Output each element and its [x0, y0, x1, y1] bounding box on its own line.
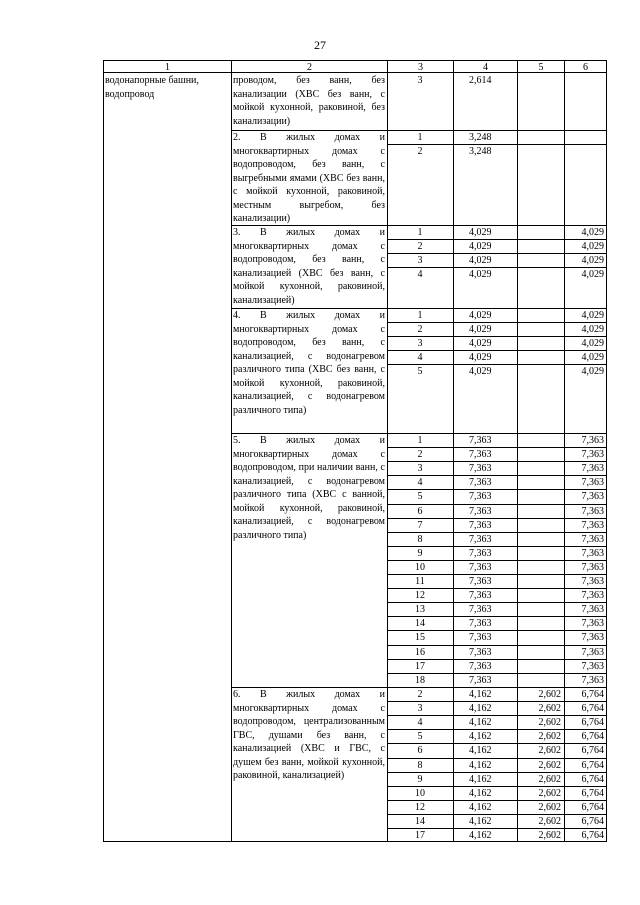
- cell-col5: 2,602: [538, 717, 561, 729]
- section-description: проводом, без ванн, без канализации (ХВС без ванн, с мойкой кухонной, раковиной, без канализации): [233, 75, 385, 127]
- cell-col4: 4,029: [469, 269, 492, 281]
- cell-col4: 7,363: [469, 590, 492, 602]
- table-row: [387, 268, 607, 282]
- row-divider: [387, 350, 607, 351]
- cell-col6: 7,363: [581, 477, 604, 489]
- cell-col3: 4: [417, 477, 423, 489]
- row-divider: [387, 461, 607, 462]
- row-divider: [387, 814, 607, 815]
- cell-col3: 13: [415, 604, 425, 616]
- row-divider: [387, 475, 607, 476]
- cell-col6: 4,029: [581, 269, 604, 281]
- header-cell-3: 3: [387, 60, 453, 73]
- cell-col3: 8: [417, 759, 423, 771]
- cell-col3: 18: [415, 674, 425, 686]
- cell-col3: 10: [415, 561, 425, 573]
- row-divider: [387, 715, 607, 716]
- cell-col4: 4,029: [469, 255, 492, 267]
- section-description: 3. В жилых домах и многоквартирных домах с водопроводом, без ванн, с канализацией (ХВС без ванн, с мойкой кухонной, раковиной, канализацией): [233, 227, 385, 306]
- table-row: [387, 730, 607, 744]
- cell-col4: 4,162: [469, 815, 492, 827]
- table-row: [387, 646, 607, 660]
- cell-col3: 16: [415, 646, 425, 658]
- cell-col4: 3,248: [469, 146, 492, 158]
- row-divider: [387, 504, 607, 505]
- cell-col3: 3: [417, 338, 423, 350]
- table-row: [387, 744, 607, 758]
- column-line: [453, 73, 454, 841]
- cell-col4: 4,162: [469, 830, 492, 841]
- norms-table: [103, 60, 607, 841]
- cell-col6: 7,363: [581, 674, 604, 686]
- table-row: [387, 815, 607, 829]
- section-description: 4. В жилых домах и многоквартирных домах с водопроводом, без ванн, с канализацией, с водонагревом различного типа (ХВС без ванн, с мойкой кухонной, раковиной, канализацией, с водонагревом различного типа): [233, 310, 385, 416]
- cell-col4: 4,162: [469, 703, 492, 715]
- cell-col5: 2,602: [538, 801, 561, 813]
- cell-col6: 6,764: [581, 745, 604, 757]
- cell-col3: 2: [417, 146, 423, 158]
- cell-col6: 7,363: [581, 519, 604, 531]
- cell-col5: 2,602: [538, 815, 561, 827]
- column-line: [564, 73, 565, 841]
- table-row: [387, 226, 607, 240]
- column-line: [517, 73, 518, 841]
- cell-col3: 12: [415, 590, 425, 602]
- cell-col4: 4,162: [469, 717, 492, 729]
- table-row: [387, 702, 607, 716]
- cell-col6: 7,363: [581, 449, 604, 461]
- table-row: [387, 547, 607, 561]
- cell-col4: 7,363: [469, 561, 492, 573]
- table-row: [387, 434, 607, 448]
- row-divider: [387, 322, 607, 323]
- table-row: [387, 660, 607, 674]
- cell-col4: 7,363: [469, 491, 492, 503]
- cell-col6: 4,029: [581, 241, 604, 253]
- cell-col3: 15: [415, 632, 425, 644]
- row-divider: [387, 729, 607, 730]
- cell-col4: 4,029: [469, 241, 492, 253]
- table-row: [387, 561, 607, 575]
- cell-col6: 7,363: [581, 604, 604, 616]
- cell-col6: 7,363: [581, 505, 604, 517]
- column-line: [103, 73, 104, 841]
- cell-col3: 1: [417, 132, 423, 143]
- cell-col3: 2: [417, 689, 423, 700]
- row-divider: [387, 630, 607, 631]
- table-row: [387, 131, 607, 145]
- cell-col5: 2,602: [538, 773, 561, 785]
- row-divider: [387, 828, 607, 829]
- row-divider: [387, 447, 607, 448]
- cell-col3: 2: [417, 241, 423, 253]
- cell-col3: 10: [415, 787, 425, 799]
- cell-col5: 2,602: [538, 689, 561, 700]
- table-row: [387, 323, 607, 337]
- cell-col4: 7,363: [469, 618, 492, 630]
- table-row: [387, 519, 607, 533]
- row-divider: [387, 364, 607, 365]
- cell-col3: 1: [417, 310, 423, 321]
- cell-col6: 7,363: [581, 547, 604, 559]
- cell-col3: 14: [415, 618, 425, 630]
- cell-col3: 17: [415, 830, 425, 841]
- cell-col5: 2,602: [538, 745, 561, 757]
- table-bottom-line: [103, 841, 607, 842]
- table-row: [387, 309, 607, 323]
- cell-col3: 9: [417, 773, 423, 785]
- row-divider: [387, 786, 607, 787]
- cell-col4: 7,363: [469, 576, 492, 587]
- page-number: 27: [314, 38, 326, 52]
- table-row: [387, 787, 607, 801]
- column-line: [231, 73, 232, 841]
- table-row: [387, 448, 607, 462]
- cell-col3: 17: [415, 660, 425, 672]
- cell-col4: 4,162: [469, 689, 492, 700]
- cell-col3: 1: [417, 435, 423, 446]
- row-divider: [387, 616, 607, 617]
- table-row: [387, 589, 607, 603]
- row-divider: [387, 144, 607, 145]
- region-name: водонапорные башни, водопровод: [105, 75, 199, 100]
- table-row: [387, 74, 607, 88]
- table-row: [387, 476, 607, 490]
- row-divider: [387, 588, 607, 589]
- cell-col4: 4,162: [469, 745, 492, 757]
- table-row: [387, 759, 607, 773]
- row-divider: [387, 560, 607, 561]
- table-row: [387, 505, 607, 519]
- cell-col5: 2,602: [538, 787, 561, 799]
- column-line: [606, 73, 607, 841]
- row-divider: [387, 546, 607, 547]
- cell-col3: 14: [415, 815, 425, 827]
- cell-col4: 7,363: [469, 674, 492, 686]
- table-row: [387, 490, 607, 504]
- header-cell-5: 5: [517, 60, 564, 73]
- cell-col4: 4,029: [469, 310, 492, 321]
- table-row: [387, 801, 607, 815]
- table-row: [387, 631, 607, 645]
- cell-col6: 6,764: [581, 830, 604, 841]
- cell-col4: 7,363: [469, 463, 492, 475]
- header-cell-4: 4: [453, 60, 517, 73]
- table-row: [387, 462, 607, 476]
- table-row: [387, 337, 607, 351]
- cell-col3: 3: [417, 703, 423, 715]
- row-divider: [387, 743, 607, 744]
- cell-col4: 7,363: [469, 533, 492, 545]
- cell-col6: 7,363: [581, 576, 604, 587]
- table-row: [387, 533, 607, 547]
- cell-col3: 4: [417, 352, 423, 364]
- cell-col6: 4,029: [581, 255, 604, 267]
- header-cell-1: 1: [103, 60, 231, 73]
- cell-col4: 7,363: [469, 449, 492, 461]
- cell-col4: 7,363: [469, 660, 492, 672]
- cell-col5: 2,602: [538, 731, 561, 743]
- row-divider: [387, 267, 607, 268]
- table-row: [387, 617, 607, 631]
- cell-col3: 8: [417, 533, 423, 545]
- cell-col3: 3: [417, 75, 423, 86]
- cell-col4: 7,363: [469, 646, 492, 658]
- cell-col6: 4,029: [581, 310, 604, 321]
- cell-col3: 7: [417, 519, 423, 531]
- cell-col3: 6: [417, 505, 423, 517]
- cell-col4: 7,363: [469, 435, 492, 446]
- cell-col3: 3: [417, 463, 423, 475]
- section-description: 6. В жилых домах и многоквартирных домах с водопроводом, централизованным ГВС, душами без ванн, с канализацией (ХВС и ГВС, с душем без ванн, мойкой кухонной, раковиной, канализацией): [233, 689, 385, 781]
- table-row: [387, 254, 607, 268]
- cell-col6: 6,764: [581, 801, 604, 813]
- cell-col4: 4,162: [469, 731, 492, 743]
- cell-col4: 4,029: [469, 324, 492, 336]
- table-row: [387, 575, 607, 589]
- cell-col3: 4: [417, 269, 423, 281]
- cell-col4: 4,029: [469, 227, 492, 238]
- cell-col6: 4,029: [581, 324, 604, 336]
- cell-col3: 11: [415, 576, 425, 587]
- cell-col4: 2,614: [469, 75, 492, 86]
- cell-col3: 5: [417, 491, 423, 503]
- table-row: [387, 145, 607, 159]
- cell-col4: 4,162: [469, 773, 492, 785]
- cell-col4: 4,029: [469, 352, 492, 364]
- row-divider: [387, 239, 607, 240]
- cell-col5: 2,602: [538, 759, 561, 771]
- cell-col3: 3: [417, 255, 423, 267]
- cell-col3: 12: [415, 801, 425, 813]
- cell-col3: 4: [417, 717, 423, 729]
- row-divider: [387, 758, 607, 759]
- cell-col5: 2,602: [538, 703, 561, 715]
- cell-col6: 7,363: [581, 561, 604, 573]
- cell-col6: 4,029: [581, 352, 604, 364]
- cell-col4: 7,363: [469, 604, 492, 616]
- section-description: 2. В жилых домах и многоквартирных домах с водопроводом, без ванн, с выгребными ямами (ХВС без ванн, с мойкой кухонной, раковиной, местным выгребом, без канализации): [233, 132, 385, 224]
- cell-col3: 2: [417, 324, 423, 336]
- table-row: [387, 351, 607, 365]
- table-row: [387, 773, 607, 787]
- cell-col3: 1: [417, 227, 423, 238]
- header-cell-6: 6: [564, 60, 607, 73]
- cell-col4: 7,363: [469, 477, 492, 489]
- row-divider: [387, 253, 607, 254]
- table-row: [387, 674, 607, 688]
- cell-col6: 7,363: [581, 632, 604, 644]
- column-line: [387, 73, 388, 841]
- row-divider: [387, 772, 607, 773]
- cell-col4: 3,248: [469, 132, 492, 143]
- cell-col6: 4,029: [581, 366, 604, 378]
- cell-col6: 6,764: [581, 717, 604, 729]
- cell-col6: 6,764: [581, 703, 604, 715]
- cell-col6: 7,363: [581, 646, 604, 658]
- section-description: 5. В жилых домах и многоквартирных домах с водопроводом, при наличии ванн, с канализацией, с водонагревом различного типа (ХВС с ванной, мойкой кухонной, раковиной, канализацией, с водонагревом различного типа): [233, 435, 385, 541]
- cell-col6: 6,764: [581, 773, 604, 785]
- cell-col6: 7,363: [581, 660, 604, 672]
- row-divider: [387, 574, 607, 575]
- row-divider: [387, 673, 607, 674]
- cell-col6: 6,764: [581, 759, 604, 771]
- cell-col6: 6,764: [581, 787, 604, 799]
- cell-col4: 7,363: [469, 505, 492, 517]
- cell-col4: 4,162: [469, 801, 492, 813]
- cell-col4: 4,162: [469, 759, 492, 771]
- row-divider: [387, 701, 607, 702]
- table-row: [387, 716, 607, 730]
- row-divider: [387, 518, 607, 519]
- table-row: [387, 603, 607, 617]
- cell-col4: 4,029: [469, 338, 492, 350]
- cell-col6: 7,363: [581, 435, 604, 446]
- cell-col6: 7,363: [581, 533, 604, 545]
- cell-col6: 7,363: [581, 463, 604, 475]
- header-cell-2: 2: [231, 60, 387, 73]
- cell-col6: 7,363: [581, 618, 604, 630]
- table-row: [387, 365, 607, 379]
- table-row: [387, 688, 607, 702]
- row-divider: [387, 645, 607, 646]
- row-divider: [387, 800, 607, 801]
- cell-col4: 4,162: [469, 787, 492, 799]
- row-divider: [387, 489, 607, 490]
- cell-col3: 5: [417, 366, 423, 378]
- cell-col6: 6,764: [581, 689, 604, 700]
- cell-col4: 7,363: [469, 519, 492, 531]
- cell-col6: 6,764: [581, 731, 604, 743]
- cell-col4: 4,029: [469, 366, 492, 378]
- cell-col3: 9: [417, 547, 423, 559]
- cell-col5: 2,602: [538, 830, 561, 841]
- table-row: [387, 240, 607, 254]
- cell-col6: 7,363: [581, 491, 604, 503]
- cell-col3: 5: [417, 731, 423, 743]
- row-divider: [387, 659, 607, 660]
- cell-col4: 7,363: [469, 547, 492, 559]
- cell-col4: 7,363: [469, 632, 492, 644]
- cell-col3: 6: [417, 745, 423, 757]
- row-divider: [387, 336, 607, 337]
- row-divider: [387, 532, 607, 533]
- cell-col6: 6,764: [581, 815, 604, 827]
- cell-col6: 4,029: [581, 227, 604, 238]
- cell-col6: 7,363: [581, 590, 604, 602]
- cell-col6: 4,029: [581, 338, 604, 350]
- row-divider: [387, 602, 607, 603]
- cell-col3: 2: [417, 449, 423, 461]
